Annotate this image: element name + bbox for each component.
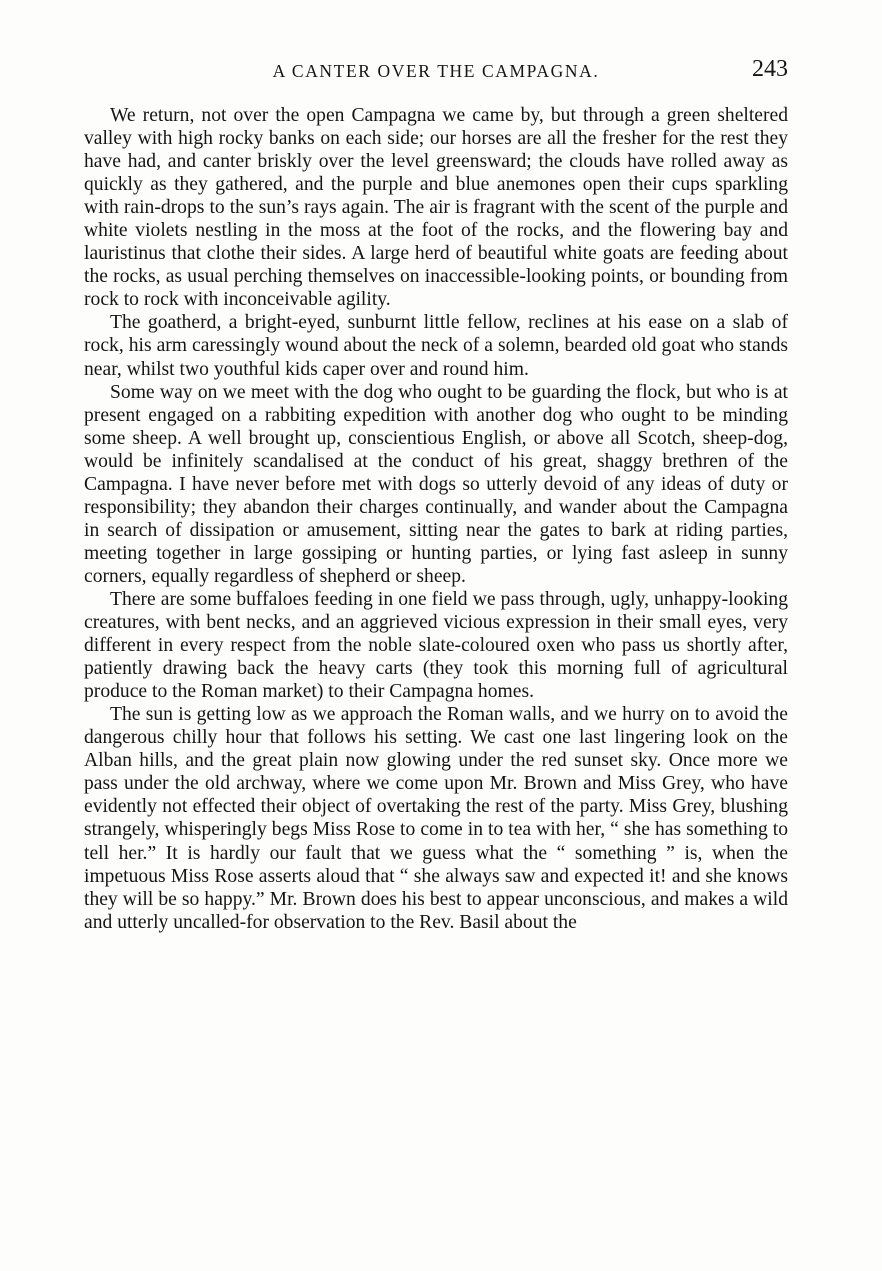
running-head [84,58,788,88]
paragraph-sunset-return: The sun is getting low as we approach the Roman walls, and we hurry on to avoid the dangerous chilly hour that follows his setting. We cast one last lingering look on the Alban hills, and the great plain now glowing under the red sunset sky. Once more we pass under the old archway, where we come upon Mr. Brown and Miss Grey, who have evidently not effected their object of overtaking the rest of the party. Miss Grey, blushing strangely, whisperingly begs Miss Rose to come in to tea with her, “ she has something to tell her.” It is hardly our fault that we guess what the “ something ” is, when the impetuous Miss Rose asserts aloud that “ she always saw and expected it! and she knows they will be so happy.” Mr. Brown does his best to appear unconscious, and makes a wild and utterly uncalled-for observation to the Rev. Basil about the [84,704,788,933]
running-title: A CANTER OVER THE CAMPAGNA. [272,61,600,81]
paragraph-return-valley: We return, not over the open Campagna we came by, but through a green sheltered valley with high rocky banks on each side; our horses are all the fresher for the rest they have had, and canter briskly over the level greensward; the clouds have rolled away as quickly as they gathered, and the purple and blue anemones open their cups sparkling with rain-drops to the sun’s rays again. The air is fragrant with the scent of the purple and white violets nestling in the moss at the foot of the rocks, and the flowering bay and lauristinus that clothe their sides. A large herd of beautiful white goats are feeding about the rocks, as usual perching themselves on inaccessible-looking points, or bounding from rock to rock with inconceivable agility. [84,105,788,311]
paragraph-sheep-dogs: Some way on we meet with the dog who ought to be guarding the flock, but who is at present engaged on a rabbiting expedition with another dog who ought to be minding some sheep. A well brought up, conscientious English, or above all Scotch, sheep-dog, would be infinitely scandalised at the conduct of his great, shaggy brethren of the Campagna. I have never before met with dogs so utterly devoid of any ideas of duty or responsibility; they abandon their charges continually, and wander about the Campagna in search of dissipation or amusement, sitting near the gates to bark at riding parties, meeting together in large gossiping or hunting parties, or lying fast asleep in sunny corners, equally regardless of shepherd or sheep. [84,381,788,587]
body-text [84,104,788,934]
paragraph-goatherd: The goatherd, a bright-eyed, sunburnt little fellow, reclines at his ease on a slab of rock, his arm caressingly wound about the neck of a solemn, bearded old goat who stands near, whilst two youthful kids caper over and round him. [84,312,788,380]
paragraph-buffaloes: There are some buffaloes feeding in one field we pass through, ugly, unhappy-looking creatures, with bent necks, and an aggrieved vicious expression in their small eyes, very different in every respect from the noble slate-coloured oxen who pass us shortly after, patiently drawing back the heavy carts (they took this morning full of agricultural produce to the Roman market) to their Campagna homes. [84,588,788,703]
page-number: 243 [752,56,788,82]
